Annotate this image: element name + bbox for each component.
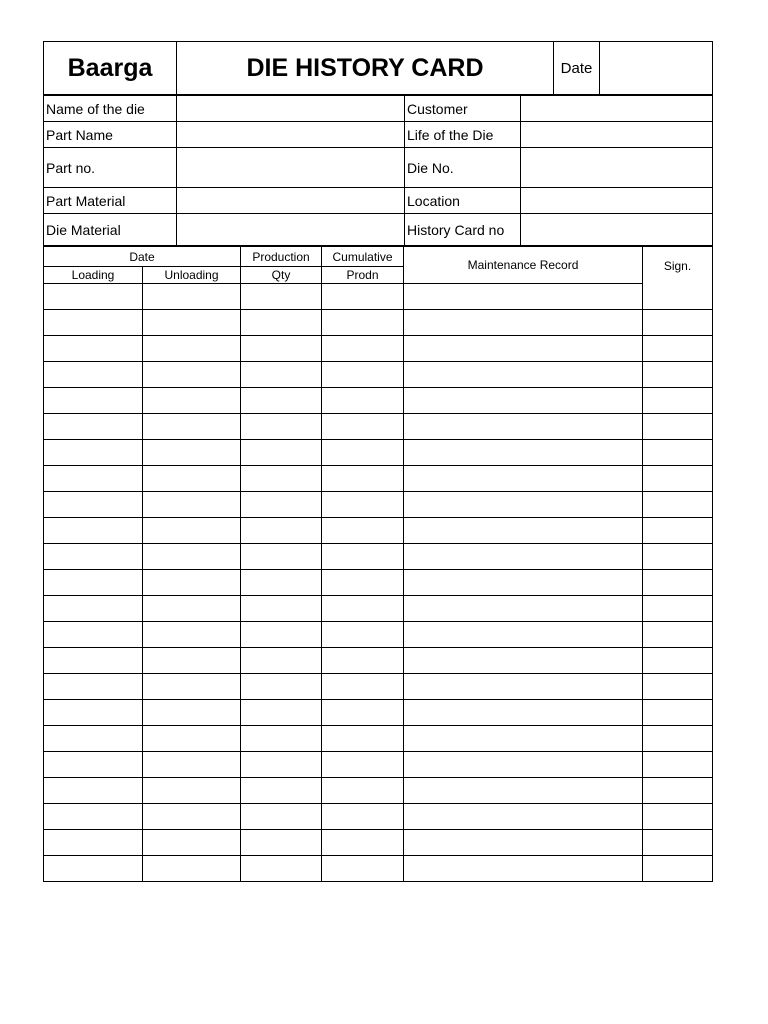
unloading-cell[interactable]: [143, 804, 241, 830]
die-history-card: [43, 41, 712, 882]
loading-cell[interactable]: [44, 622, 143, 648]
sign-header: Sign.: [643, 247, 713, 310]
cumulative-prodn-cell[interactable]: [322, 544, 404, 570]
unloading-cell[interactable]: [143, 596, 241, 622]
loading-cell[interactable]: [44, 856, 143, 882]
part-name-label: Part Name: [44, 122, 177, 148]
cumulative-prodn-cell[interactable]: [322, 414, 404, 440]
log-row: [44, 414, 713, 440]
cumulative-prodn-cell[interactable]: [322, 752, 404, 778]
die-no-label: Die No.: [405, 148, 521, 188]
loading-cell[interactable]: [44, 804, 143, 830]
loading-cell[interactable]: [44, 440, 143, 466]
production-qty-cell[interactable]: [241, 752, 322, 778]
production-column-header: Production: [241, 247, 322, 267]
maintenance-record-cell[interactable]: [404, 466, 643, 492]
production-qty-cell[interactable]: [241, 700, 322, 726]
log-row: [44, 856, 713, 882]
production-qty-cell[interactable]: [241, 674, 322, 700]
cumulative-prodn-cell[interactable]: [322, 596, 404, 622]
unloading-cell[interactable]: [143, 674, 241, 700]
sign-cell[interactable]: [643, 336, 713, 362]
maintenance-log-table: [43, 246, 713, 882]
sign-cell[interactable]: [643, 544, 713, 570]
maintenance-record-cell[interactable]: [404, 362, 643, 388]
log-row: [44, 388, 713, 414]
maintenance-record-cell[interactable]: [404, 310, 643, 336]
cumulative-prodn-cell[interactable]: [322, 336, 404, 362]
info-table: [43, 95, 713, 246]
maintenance-record-cell[interactable]: [404, 700, 643, 726]
customer-field[interactable]: [521, 96, 713, 122]
unloading-column-header: Unloading: [143, 267, 241, 284]
loading-column-header: Loading: [44, 267, 143, 284]
loading-cell[interactable]: [44, 700, 143, 726]
log-row: [44, 596, 713, 622]
cumulative-prodn-cell[interactable]: [322, 284, 404, 310]
maintenance-record-cell[interactable]: [404, 492, 643, 518]
log-row: [44, 830, 713, 856]
loading-cell[interactable]: [44, 570, 143, 596]
maintenance-record-cell[interactable]: [404, 726, 643, 752]
unloading-cell[interactable]: [143, 388, 241, 414]
loading-cell[interactable]: [44, 414, 143, 440]
production-qty-cell[interactable]: [241, 596, 322, 622]
sign-cell[interactable]: [643, 778, 713, 804]
loading-cell[interactable]: [44, 310, 143, 336]
sign-cell[interactable]: [643, 622, 713, 648]
location-field[interactable]: [521, 188, 713, 214]
name-of-die-field[interactable]: [177, 96, 405, 122]
date-label: Date: [554, 42, 600, 95]
cumulative-prodn-cell[interactable]: [322, 388, 404, 414]
loading-cell[interactable]: [44, 466, 143, 492]
maintenance-record-cell[interactable]: [404, 830, 643, 856]
unloading-cell[interactable]: [143, 726, 241, 752]
maintenance-record-cell[interactable]: [404, 856, 643, 882]
maintenance-record-cell[interactable]: [404, 570, 643, 596]
unloading-cell[interactable]: [143, 856, 241, 882]
production-qty-cell[interactable]: [241, 518, 322, 544]
log-row: [44, 674, 713, 700]
cumulative-prodn-cell[interactable]: [322, 310, 404, 336]
unloading-cell[interactable]: [143, 518, 241, 544]
unloading-cell[interactable]: [143, 700, 241, 726]
sign-cell[interactable]: [643, 310, 713, 336]
maintenance-record-header: Maintenance Record: [404, 247, 643, 284]
customer-label: Customer: [405, 96, 521, 122]
part-name-field[interactable]: [177, 122, 405, 148]
production-qty-cell[interactable]: [241, 856, 322, 882]
sign-cell[interactable]: [643, 414, 713, 440]
production-qty-cell[interactable]: [241, 388, 322, 414]
log-row: [44, 492, 713, 518]
production-qty-cell[interactable]: [241, 570, 322, 596]
life-of-die-field[interactable]: [521, 122, 713, 148]
cumulative-prodn-cell[interactable]: [322, 492, 404, 518]
log-row: [44, 544, 713, 570]
cumulative-prodn-cell[interactable]: [322, 648, 404, 674]
sign-cell[interactable]: [643, 570, 713, 596]
cumulative-prodn-cell[interactable]: [322, 518, 404, 544]
log-row: [44, 804, 713, 830]
qty-column-header: Qty: [241, 267, 322, 284]
cumulative-prodn-cell[interactable]: [322, 440, 404, 466]
sign-cell[interactable]: [643, 752, 713, 778]
loading-cell[interactable]: [44, 830, 143, 856]
sign-cell[interactable]: [643, 440, 713, 466]
unloading-cell[interactable]: [143, 440, 241, 466]
sign-cell[interactable]: [643, 362, 713, 388]
prodn-column-header: Prodn: [322, 267, 404, 284]
history-card-no-field[interactable]: [521, 214, 713, 246]
cumulative-prodn-cell[interactable]: [322, 804, 404, 830]
cumulative-prodn-cell[interactable]: [322, 362, 404, 388]
sign-cell[interactable]: [643, 388, 713, 414]
cumulative-prodn-cell[interactable]: [322, 700, 404, 726]
cumulative-prodn-cell[interactable]: [322, 830, 404, 856]
sign-cell[interactable]: [643, 492, 713, 518]
loading-cell[interactable]: [44, 648, 143, 674]
cumulative-column-header: Cumulative: [322, 247, 404, 267]
maintenance-record-cell[interactable]: [404, 284, 643, 310]
name-of-die-label: Name of the die: [44, 96, 177, 122]
header-table: [43, 41, 713, 95]
part-material-label: Part Material: [44, 188, 177, 214]
unloading-cell[interactable]: [143, 570, 241, 596]
log-row: [44, 518, 713, 544]
life-of-die-label: Life of the Die: [405, 122, 521, 148]
sign-cell[interactable]: [643, 856, 713, 882]
production-qty-cell[interactable]: [241, 362, 322, 388]
maintenance-record-cell[interactable]: [404, 336, 643, 362]
production-qty-cell[interactable]: [241, 414, 322, 440]
sign-cell[interactable]: [643, 674, 713, 700]
loading-cell[interactable]: [44, 726, 143, 752]
loading-cell[interactable]: [44, 544, 143, 570]
brand-name: Baarga: [44, 42, 177, 95]
log-row: [44, 336, 713, 362]
production-qty-cell[interactable]: [241, 622, 322, 648]
sign-cell[interactable]: [643, 518, 713, 544]
sign-cell[interactable]: [643, 596, 713, 622]
maintenance-record-cell[interactable]: [404, 544, 643, 570]
die-material-field[interactable]: [177, 214, 405, 246]
log-row: [44, 752, 713, 778]
unloading-cell[interactable]: [143, 648, 241, 674]
sign-cell[interactable]: [643, 830, 713, 856]
log-row: [44, 570, 713, 596]
maintenance-record-cell[interactable]: [404, 674, 643, 700]
log-row: [44, 440, 713, 466]
log-row: [44, 700, 713, 726]
loading-cell[interactable]: [44, 336, 143, 362]
log-row: [44, 726, 713, 752]
loading-cell[interactable]: [44, 596, 143, 622]
log-row: [44, 362, 713, 388]
cumulative-prodn-cell[interactable]: [322, 726, 404, 752]
maintenance-record-cell[interactable]: [404, 596, 643, 622]
maintenance-record-cell[interactable]: [404, 648, 643, 674]
maintenance-record-cell[interactable]: [404, 804, 643, 830]
production-qty-cell[interactable]: [241, 778, 322, 804]
log-row: [44, 466, 713, 492]
date-field[interactable]: [600, 42, 713, 95]
cumulative-prodn-cell[interactable]: [322, 570, 404, 596]
die-material-label: Die Material: [44, 214, 177, 246]
maintenance-record-cell[interactable]: [404, 778, 643, 804]
sign-cell[interactable]: [643, 466, 713, 492]
unloading-cell[interactable]: [143, 544, 241, 570]
maintenance-record-cell[interactable]: [404, 518, 643, 544]
production-qty-cell[interactable]: [241, 440, 322, 466]
production-qty-cell[interactable]: [241, 284, 322, 310]
unloading-cell[interactable]: [143, 778, 241, 804]
production-qty-cell[interactable]: [241, 310, 322, 336]
history-card-no-label: History Card no: [405, 214, 521, 246]
unloading-cell[interactable]: [143, 466, 241, 492]
loading-cell[interactable]: [44, 388, 143, 414]
location-label: Location: [405, 188, 521, 214]
sign-cell[interactable]: [643, 700, 713, 726]
loading-cell[interactable]: [44, 492, 143, 518]
maintenance-record-cell[interactable]: [404, 388, 643, 414]
loading-cell[interactable]: [44, 778, 143, 804]
loading-cell[interactable]: [44, 518, 143, 544]
production-qty-cell[interactable]: [241, 336, 322, 362]
maintenance-record-cell[interactable]: [404, 414, 643, 440]
sign-cell[interactable]: [643, 648, 713, 674]
maintenance-record-cell[interactable]: [404, 622, 643, 648]
sign-cell[interactable]: [643, 726, 713, 752]
cumulative-prodn-cell[interactable]: [322, 622, 404, 648]
loading-cell[interactable]: [44, 752, 143, 778]
log-row: [44, 778, 713, 804]
loading-cell[interactable]: [44, 674, 143, 700]
unloading-cell[interactable]: [143, 414, 241, 440]
log-row: [44, 648, 713, 674]
card-title: DIE HISTORY CARD: [177, 42, 554, 95]
unloading-cell[interactable]: [143, 310, 241, 336]
unloading-cell[interactable]: [143, 752, 241, 778]
maintenance-record-cell[interactable]: [404, 752, 643, 778]
part-no-field[interactable]: [177, 148, 405, 188]
unloading-cell[interactable]: [143, 284, 241, 310]
unloading-cell[interactable]: [143, 492, 241, 518]
unloading-cell[interactable]: [143, 830, 241, 856]
part-no-label: Part no.: [44, 148, 177, 188]
log-row: [44, 622, 713, 648]
production-qty-cell[interactable]: [241, 466, 322, 492]
production-qty-cell[interactable]: [241, 648, 322, 674]
unloading-cell[interactable]: [143, 362, 241, 388]
sign-cell[interactable]: [643, 804, 713, 830]
cumulative-prodn-cell[interactable]: [322, 674, 404, 700]
production-qty-cell[interactable]: [241, 804, 322, 830]
cumulative-prodn-cell[interactable]: [322, 856, 404, 882]
cumulative-prodn-cell[interactable]: [322, 466, 404, 492]
unloading-cell[interactable]: [143, 622, 241, 648]
maintenance-record-cell[interactable]: [404, 440, 643, 466]
die-no-field[interactable]: [521, 148, 713, 188]
production-qty-cell[interactable]: [241, 830, 322, 856]
log-row: [44, 284, 713, 310]
cumulative-prodn-cell[interactable]: [322, 778, 404, 804]
part-material-field[interactable]: [177, 188, 405, 214]
log-row: [44, 310, 713, 336]
production-qty-cell[interactable]: [241, 544, 322, 570]
date-column-header: Date: [44, 247, 241, 267]
production-qty-cell[interactable]: [241, 726, 322, 752]
production-qty-cell[interactable]: [241, 492, 322, 518]
loading-cell[interactable]: [44, 362, 143, 388]
unloading-cell[interactable]: [143, 336, 241, 362]
loading-cell[interactable]: [44, 284, 143, 310]
